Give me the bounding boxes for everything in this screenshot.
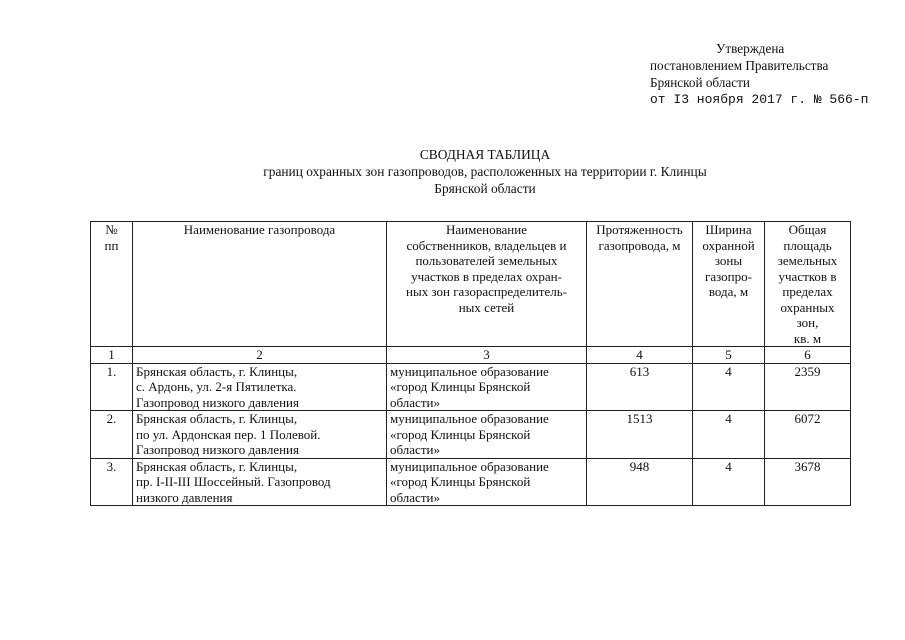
owner-line: муниципальное образование xyxy=(390,458,549,474)
header-width-line: зоны xyxy=(714,253,743,268)
header-area xyxy=(765,222,851,347)
header-area-line: пределах xyxy=(782,284,833,299)
owner-line: муниципальное образование xyxy=(390,363,549,379)
header-num xyxy=(91,222,133,347)
pipeline-name xyxy=(133,411,387,459)
header-name: Наименование газопровода xyxy=(133,222,387,347)
row-num: 3. xyxy=(91,458,133,506)
owner-line: области» xyxy=(390,394,440,410)
header-owners xyxy=(387,222,587,347)
row-num: 2. xyxy=(91,411,133,459)
pipeline-name-line: по ул. Ардонская пер. 1 Полевой. xyxy=(136,426,321,442)
header-area-line: участков в xyxy=(778,268,837,284)
zone-width: 4 xyxy=(693,458,765,506)
owner-line: области» xyxy=(390,489,440,505)
header-width-line: вода, м xyxy=(708,284,749,299)
zone-area: 2359 xyxy=(765,363,851,411)
table-row xyxy=(91,458,851,506)
header-area-line: площадь xyxy=(783,237,832,253)
column-number-row xyxy=(91,347,851,364)
row-num: 1. xyxy=(91,363,133,411)
owner-line: «город Клинцы Брянской xyxy=(390,474,531,489)
header-owners-line: ных сетей xyxy=(458,299,515,315)
approval-line-2: постановлением Правительства xyxy=(650,58,829,73)
header-owners-line: пользователей земельных xyxy=(415,253,558,268)
summary-table xyxy=(90,221,851,506)
column-number: 2 xyxy=(133,347,387,364)
zone-width: 4 xyxy=(693,363,765,411)
approval-line-1: Утверждена xyxy=(716,41,785,56)
table-header-row xyxy=(91,222,851,347)
owner xyxy=(387,411,587,459)
pipeline-length: 1513 xyxy=(587,411,693,459)
table-row xyxy=(91,411,851,459)
approval-line-3: Брянской области xyxy=(650,75,750,90)
table-row xyxy=(91,363,851,411)
pipeline-name-line: Брянская область, г. Клинцы, xyxy=(136,411,298,426)
header-length-line: Протяженность xyxy=(596,222,683,237)
column-number: 3 xyxy=(387,347,587,364)
pipeline-name-line: низкого давления xyxy=(136,489,233,505)
header-length xyxy=(587,222,693,347)
header-width-line: Ширина xyxy=(705,222,752,237)
owner-line: «город Клинцы Брянской xyxy=(390,379,531,394)
header-owners-line: участков в пределах охран- xyxy=(411,268,562,284)
zone-area: 6072 xyxy=(765,411,851,459)
column-number: 1 xyxy=(91,347,133,364)
owner-line: муниципальное образование xyxy=(390,411,549,426)
pipeline-name-line: Газопровод низкого давления xyxy=(136,394,299,410)
header-width-line: газопро- xyxy=(705,268,752,284)
owner xyxy=(387,363,587,411)
approval-block xyxy=(650,40,900,108)
header-owners-line: собственников, владельцев и xyxy=(406,237,567,253)
header-owners-line: ных зон газораспределитель- xyxy=(406,284,567,299)
pipeline-name-line: пр. I-II-III Шоссейный. Газопровод xyxy=(136,474,331,489)
pipeline-length: 948 xyxy=(587,458,693,506)
column-number: 5 xyxy=(693,347,765,364)
zone-width: 4 xyxy=(693,411,765,459)
owner-line: «город Клинцы Брянской xyxy=(390,426,531,442)
title-line-2: границ охранных зон газопроводов, расположенных на территории г. Клинцы xyxy=(263,164,707,179)
title-line-3: Брянской области xyxy=(434,181,536,196)
pipeline-name-line: Газопровод низкого давления xyxy=(136,442,299,457)
header-num-line: пп xyxy=(104,237,119,253)
header-width-line: охранной xyxy=(702,237,755,253)
pipeline-name-line: Брянская область, г. Клинцы, xyxy=(136,363,298,379)
header-num-line: № xyxy=(105,222,118,237)
title-heading: СВОДНАЯ ТАБЛИЦА xyxy=(419,147,551,162)
pipeline-length: 613 xyxy=(587,363,693,411)
header-area-line: кв. м xyxy=(793,330,822,346)
owner xyxy=(387,458,587,506)
pipeline-name xyxy=(133,363,387,411)
pipeline-name xyxy=(133,458,387,506)
pipeline-name-line: с. Ардонь, ул. 2-я Пятилетка. xyxy=(136,379,297,394)
header-width xyxy=(693,222,765,347)
header-area-line: Общая xyxy=(788,222,827,237)
header-area-line: земельных xyxy=(777,253,838,268)
header-owners-line: Наименование xyxy=(446,222,527,237)
pipeline-name-line: Брянская область, г. Клинцы, xyxy=(136,458,298,474)
owner-line: области» xyxy=(390,442,440,457)
header-area-line: охранных зон, xyxy=(780,299,835,330)
column-number: 6 xyxy=(765,347,851,364)
header-length-line: газопровода, м xyxy=(598,237,681,253)
column-number: 4 xyxy=(587,347,693,364)
document-title xyxy=(180,146,790,197)
zone-area: 3678 xyxy=(765,458,851,506)
approval-line-4: от I3 ноября 2017 г. № 566-п xyxy=(650,92,869,107)
